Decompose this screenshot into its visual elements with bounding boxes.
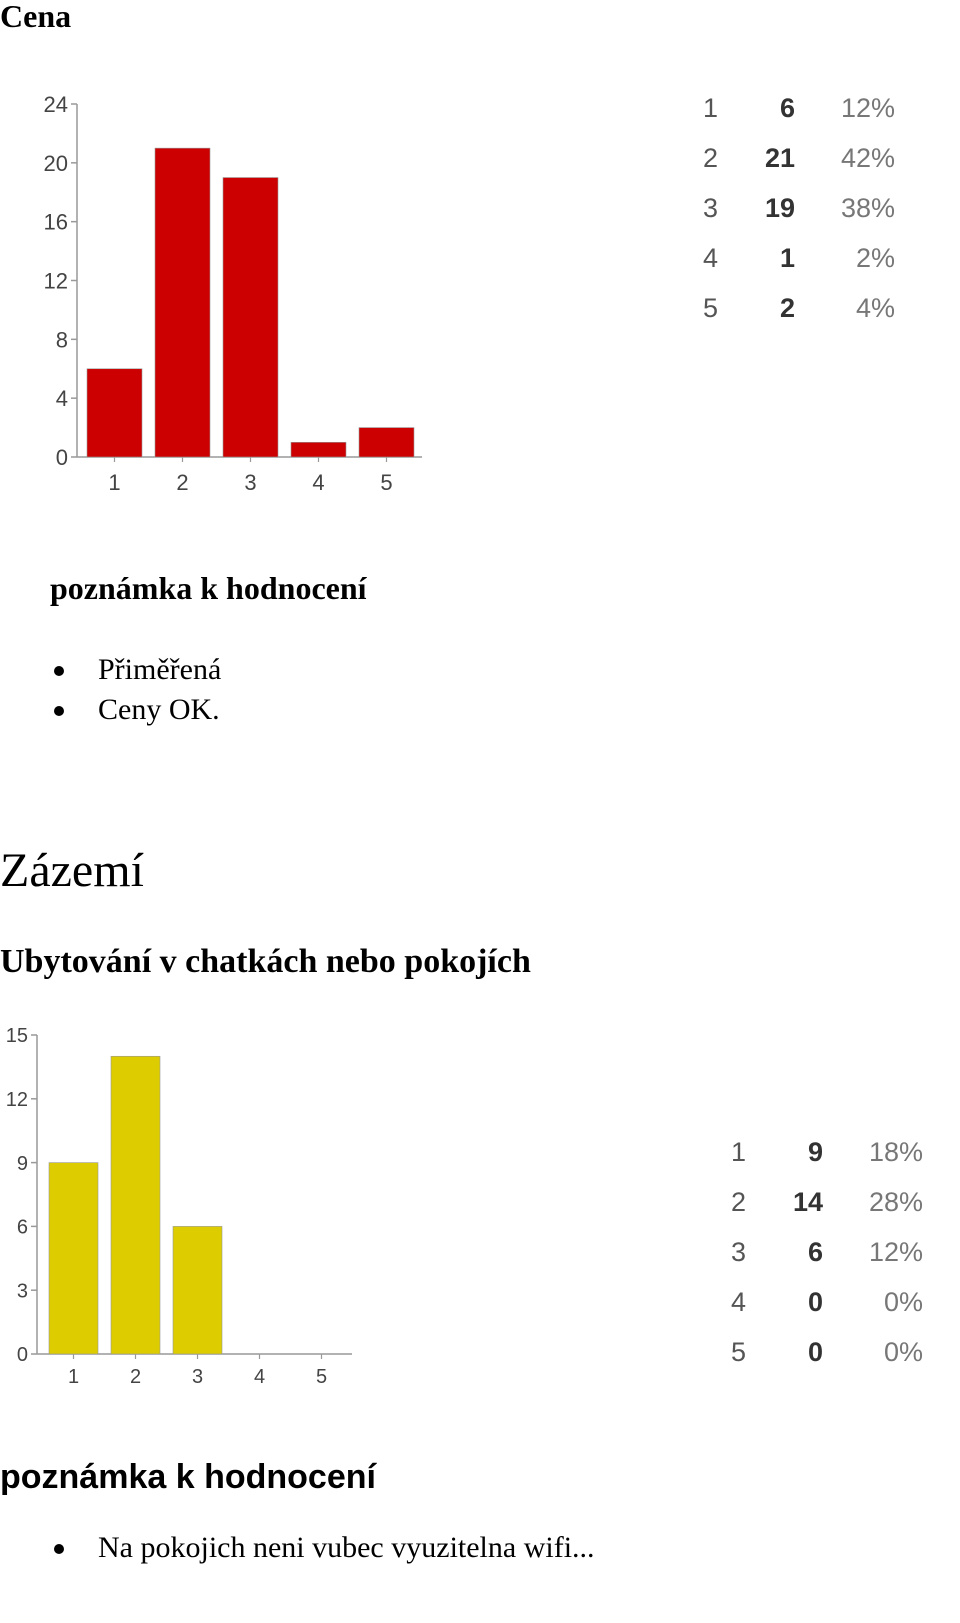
category-label: 4 <box>731 1287 747 1317</box>
bar-1 <box>49 1163 98 1354</box>
y-tick-label: 4 <box>55 386 68 412</box>
y-tick-label: 6 <box>16 1216 28 1239</box>
percent-value: 28% <box>868 1187 923 1217</box>
count-value: 21 <box>764 143 795 173</box>
bar-chart-ubytovani <box>0 1015 380 1395</box>
bar-2 <box>155 148 210 457</box>
count-value: 6 <box>779 93 795 123</box>
percent-value: 12% <box>840 93 895 123</box>
list-item: Ceny OK. <box>50 690 221 730</box>
note-list-cena <box>50 650 221 730</box>
count-value: 0 <box>807 1287 823 1317</box>
category-label: 1 <box>731 1137 747 1167</box>
section-title-zazemi: Zázemí <box>0 844 144 897</box>
y-tick-label: 0 <box>55 444 68 470</box>
y-tick-label: 8 <box>55 327 68 353</box>
bar-3 <box>223 178 278 457</box>
x-tick-label: 4 <box>312 470 325 495</box>
category-label: 3 <box>703 193 719 223</box>
x-tick-label: 1 <box>108 470 121 495</box>
section-title-cena: Cena <box>0 0 72 34</box>
y-tick-label: 9 <box>16 1152 28 1175</box>
count-value: 14 <box>792 1187 823 1217</box>
bar-3 <box>173 1226 222 1354</box>
percent-value: 4% <box>855 293 895 323</box>
x-tick-label: 5 <box>315 1366 328 1388</box>
x-tick-label: 1 <box>67 1366 80 1388</box>
note-heading-cena: poznámka k hodnocení <box>50 570 367 606</box>
count-value: 19 <box>764 193 795 223</box>
category-label: 2 <box>731 1187 747 1217</box>
percent-value: 38% <box>840 193 895 223</box>
category-label: 5 <box>703 293 719 323</box>
list-item: Na pokojich neni vubec vyuzitelna wifi... <box>50 1528 595 1568</box>
note-heading-ubytovani: poznámka k hodnocení <box>0 1458 376 1496</box>
y-tick-label: 15 <box>5 1025 28 1048</box>
section-subtitle-ubytovani: Ubytování v chatkách nebo pokojích <box>0 943 531 980</box>
category-label: 5 <box>731 1337 747 1367</box>
category-label: 1 <box>703 93 719 123</box>
bar-chart-cena <box>0 80 440 500</box>
x-tick-label: 4 <box>253 1366 266 1388</box>
percent-value: 0% <box>883 1337 923 1367</box>
bar-2 <box>111 1056 160 1354</box>
percent-value: 0% <box>883 1287 923 1317</box>
x-tick-label: 3 <box>191 1366 204 1388</box>
x-tick-label: 3 <box>244 470 257 495</box>
y-tick-label: 20 <box>43 150 68 176</box>
percent-value: 42% <box>840 143 895 173</box>
count-value: 1 <box>779 243 795 273</box>
x-tick-label: 2 <box>129 1366 142 1388</box>
bar-4 <box>291 442 346 457</box>
y-tick-label: 0 <box>16 1344 28 1367</box>
note-list-ubytovani <box>50 1528 595 1568</box>
x-tick-label: 5 <box>380 470 393 495</box>
count-value: 2 <box>779 293 795 323</box>
y-tick-label: 12 <box>43 268 68 294</box>
count-value: 9 <box>807 1137 823 1167</box>
percent-value: 18% <box>868 1137 923 1167</box>
bar-1 <box>87 369 142 457</box>
y-tick-label: 12 <box>5 1089 28 1111</box>
count-value: 6 <box>807 1237 823 1267</box>
y-tick-label: 24 <box>43 91 68 117</box>
y-tick-label: 16 <box>43 209 68 235</box>
y-tick-label: 3 <box>16 1280 28 1303</box>
list-item: Přiměřená <box>50 650 221 690</box>
x-tick-label: 2 <box>176 470 189 495</box>
bar-5 <box>359 428 414 457</box>
percent-value: 12% <box>868 1237 923 1267</box>
category-label: 3 <box>731 1237 747 1267</box>
category-label: 2 <box>703 143 719 173</box>
count-value: 0 <box>807 1337 823 1367</box>
category-label: 4 <box>703 243 719 273</box>
percent-value: 2% <box>855 243 895 273</box>
